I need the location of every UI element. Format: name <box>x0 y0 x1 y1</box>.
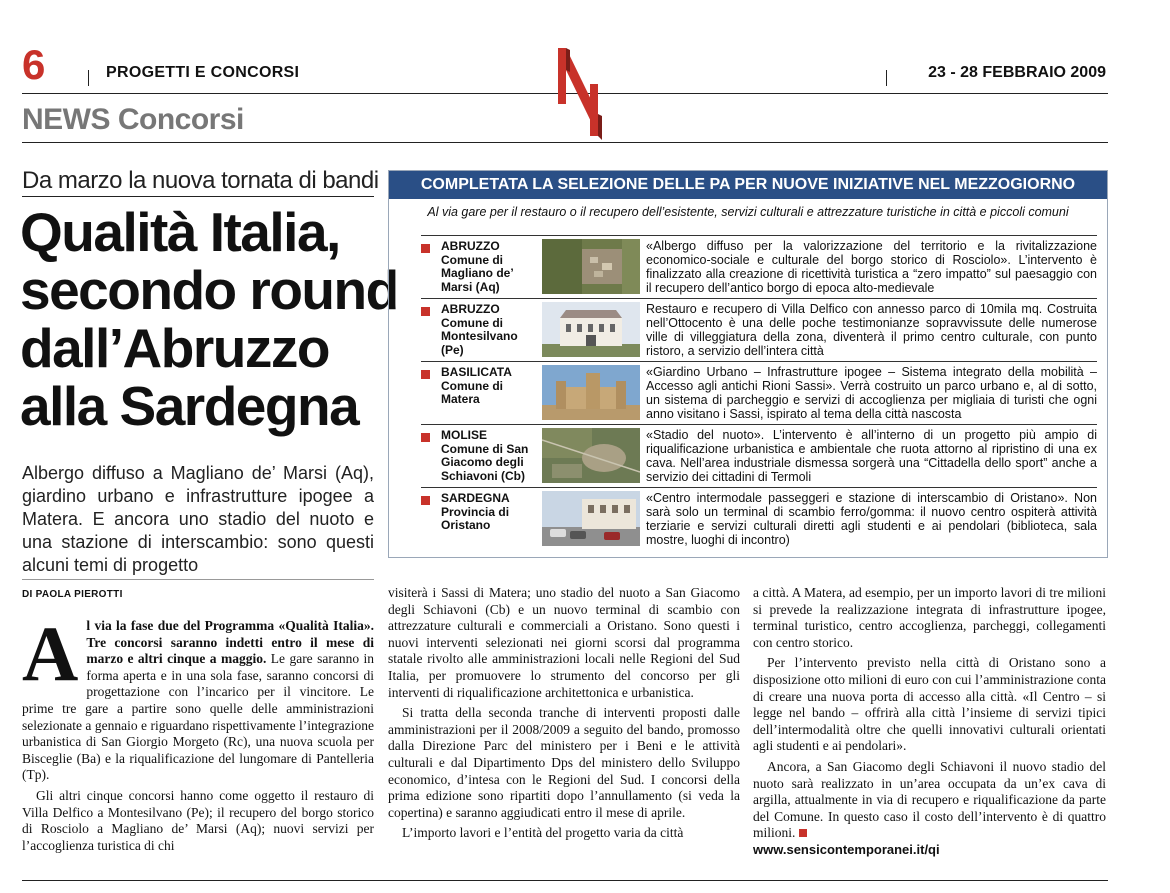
list-item <box>421 424 1097 485</box>
headline-line: alla Sardegna <box>20 375 359 437</box>
bullet-square-icon <box>421 307 430 316</box>
box-title: COMPLETATA LA SELEZIONE DELLE PA PER NUOVE INIZIATIVE NEL MEZZOGIORNO <box>389 171 1107 199</box>
box-subtitle: Al via gare per il restauro o il recupero dell’esistente, servizi culturali e attrezzature turistiche in città e piccoli comuni <box>427 205 1069 219</box>
section-title: PROGETTI E CONCORSI <box>106 64 300 81</box>
entry-location <box>441 366 541 407</box>
bullet-square-icon <box>421 370 430 379</box>
aerial-village-photo <box>542 239 640 294</box>
article-paragraph: Si tratta della seconda tranche di interventi proposti dalle amministrazioni per il 2008/2009 a seguito del bando, promosso dalla Direzione Parc del ministero per i Beni e le attività culturali e dal Dipartimento Dps del ministero dello Sviluppo economico, d’intesa con le Regioni del Sud. I concorsi della prima edizione sono ripartiti dopo l’annullamento (si veda la copertina) e saranno aggiudicati entro il mese di aprile. <box>388 705 740 820</box>
station-photo <box>542 491 640 546</box>
entry-description: Restauro e recupero di Villa Delfico con annesso parco di 10mila mq. Costruita nell’Ottocento è una delle poche testimonianze sopravvissute delle numerose ville di villeggiatura della zona, diventerà il primo centro culturale, con punto ristoro, a servizio dell’intera città <box>646 302 1097 358</box>
headline-line: Qualità Italia, <box>20 201 340 263</box>
divider <box>886 70 887 86</box>
list-item <box>421 361 1097 422</box>
entry-place: Comune di Magliano de’ Marsi (Aq) <box>441 252 514 294</box>
bullet-square-icon <box>421 433 430 442</box>
dropcap: A <box>22 610 79 697</box>
headline <box>20 203 400 435</box>
headline-line: dall’Abruzzo <box>20 317 329 379</box>
kicker: Da marzo la nuova tornata di bandi <box>22 167 379 194</box>
entry-location <box>441 492 541 533</box>
entry-region: ABRUZZO <box>441 302 500 316</box>
entry-place: Comune di Montesilvano (Pe) <box>441 315 518 357</box>
entry-region: SARDEGNA <box>441 491 510 505</box>
entry-description: «Albergo diffuso per la valorizzazione del territorio e la rivitalizzazione economico-sociale e culturale del borgo storico di Rosciolo». L’intervento è finalizzato alla creazione di ricettività turistica a “zero impatto” sul paesaggio con il recupero dell’antico borgo di epoca alto-medievale <box>646 239 1097 295</box>
article-paragraph: Gli altri cinque concorsi hanno come oggetto il restauro di Villa Delfico a Montesilvano (Pe); il recupero del borgo storico di Rosciolo a Magliano de’ Marsi (Aq); nuovi servizi per l’accoglienza turistica di chi <box>22 787 374 853</box>
entry-location <box>441 240 541 294</box>
list-item <box>421 487 1097 548</box>
article-paragraph: a città. A Matera, ad esempio, per un importo lavori di tre milioni si prevede la realizzazione integrata di infrastrutture ipogee, terminal turistico, centro accoglienza, parcheggi, collegamenti con centro storico. <box>753 585 1106 650</box>
entry-region: BASILICATA <box>441 365 512 379</box>
article-paragraph: visiterà i Sassi di Matera; uno stadio del nuoto a San Giacomo degli Schiavoni (Cb) e un nuovo terminal di scambio con attrezzature culturali e commerciali a Oristano. Sono questi i nuovi interventi selezionati nei giorni scorsi dal programma statale rivolto alle amministrazioni locali nelle Regioni del Sud Italia, per promuovere lo strumento del concorso per gli interventi di riqualificazione architettonica e urbanistica. <box>388 585 740 700</box>
article-paragraph: L’importo lavori e l’entità del progetto varia da città <box>402 825 684 841</box>
newspaper-logo-icon <box>556 44 604 142</box>
entry-description: «Giardino Urbano – Infrastrutture ipogee – Sistema integrato della mobilità – Accesso agli antichi Rioni Sassi». Verrà costruito un parco urbano e, al di sotto, un sistema di parcheggio e servizi di accoglienza per migliaia di turisti che ogni anno visitano i Sassi, ispirato al tema della città nascosta <box>646 365 1097 421</box>
article-paragraph: Ancora, a San Giacomo degli Schiavoni il nuovo stadio del nuoto sarà realizzato in un’area occupata da un’ex cava di argilla, attualmente in via di recupero e riqualificazione da parte del Comune. In questo caso il costo dell’intervento è di quattro milioni. <box>753 758 1106 841</box>
kicker-rule <box>22 196 374 197</box>
entry-region: ABRUZZO <box>441 239 500 253</box>
bullet-square-icon <box>421 496 430 505</box>
entry-location <box>441 429 541 483</box>
news-label: NEWS Concorsi <box>22 103 244 136</box>
selection-box <box>388 170 1108 558</box>
section-rule <box>22 142 1108 143</box>
end-mark-icon <box>799 829 807 837</box>
article-column-1 <box>22 610 375 858</box>
page-number: 6 <box>22 41 46 88</box>
entry-region: MOLISE <box>441 428 488 442</box>
aerial-quarry-photo <box>542 428 640 483</box>
article-column-3 <box>753 585 1106 863</box>
article-column-2 <box>388 585 740 846</box>
list-item <box>421 298 1097 359</box>
headline-line: secondo round <box>20 259 398 321</box>
list-item <box>421 235 1097 296</box>
entry-description: «Centro intermodale passeggeri e stazione di interscambio di Oristano». Non sarà solo un terminal di scambio ferro/gomma: il nuovo centro ospiterà attività terziarie e servizi culturali diretti agli studenti e ai pendolari (biblioteca, sala mostre, luoghi di incontro) <box>646 491 1097 547</box>
article-paragraph: Per l’intervento previsto nella città di Oristano sono a disposizione otto milioni di euro con cui l’amministrazione conta di creare una nuova porta di accesso alla città. «Il Centro – si legge nel bando – offrirà alla città l’insieme di servizi tipici dell’intermodalità oltre che quelli innovativi culturali orientati agli studenti e ai pendolari». <box>753 655 1106 754</box>
entry-place: Comune di San Giacomo degli Schiavoni (Cb) <box>441 441 529 483</box>
article-paragraph: Le gare saranno in forma aperta e in una sola fase, saranno concorsi di progettazione con l’incarico per il vincitore. Le prime tre gare a partire sono quelle delle amministrazioni selezionate a gennaio e riguardano rispettivamente l’integrazione urbanistica di San Giorgio Morgeto (Rc), una nuova scuola per Bisceglie (Ba) e la riqualificazione del lungomare di Pantelleria (Tp). <box>22 651 375 783</box>
entry-description: «Stadio del nuoto». L’intervento è all’interno di un progetto più ampio di riqualificazione urbanistica e ambientale che ruota attorno al ripristino di una ex cava. Nell’area industriale dismessa sorgerà una “Cittadella dello sport” anche a servizio dei cittadini di Termoli <box>646 428 1097 484</box>
entry-location <box>441 303 541 357</box>
castle-photo <box>542 365 640 420</box>
byline: DI PAOLA PIEROTTI <box>22 589 123 600</box>
source-link[interactable]: www.sensicontemporanei.it/qi <box>753 841 940 857</box>
summary-rule <box>22 579 374 580</box>
issue-date: 23 - 28 FEBBRAIO 2009 <box>928 64 1106 81</box>
entry-place: Comune di Matera <box>441 378 503 406</box>
bullet-square-icon <box>421 244 430 253</box>
article-lead: l via la fase due del Programma «Qualità Italia». Tre concorsi saranno indetti entro il mese di marzo e altri cinque a maggio. <box>86 618 374 667</box>
footer-rule <box>22 880 1108 881</box>
divider <box>88 70 89 86</box>
villa-photo <box>542 302 640 357</box>
entry-place: Provincia di Oristano <box>441 504 510 532</box>
article-summary: Albergo diffuso a Magliano de’ Marsi (Aq), giardino urbano e infrastrutture ipogee a Matera. E ancora uno stadio del nuoto e una stazione di interscambio: sono questi alcuni temi di progetto <box>22 463 374 575</box>
